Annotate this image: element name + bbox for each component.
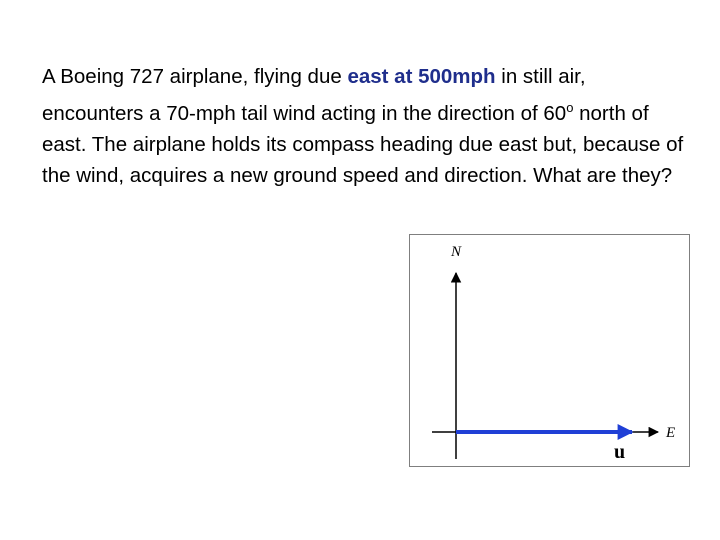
- problem-text-mid: in still air, encounters a 70-mph tail wind acting in the direction of 60: [42, 65, 586, 125]
- diagram-canvas: [410, 235, 691, 468]
- east-label: E: [666, 425, 676, 441]
- highlighted-speed: east at 500mph: [347, 65, 496, 88]
- vector-diagram: [409, 234, 690, 467]
- degree-symbol: o: [566, 100, 574, 115]
- vector-u-label: u: [614, 441, 626, 463]
- problem-statement: [42, 61, 692, 191]
- problem-text-end: north of east. The airplane holds its compass heading due east but, because of the wind, acquires a new ground speed and direction. What are they?: [42, 102, 684, 187]
- problem-text-start: A Boeing 727 airplane, flying due: [42, 65, 348, 88]
- north-label: N: [451, 244, 462, 260]
